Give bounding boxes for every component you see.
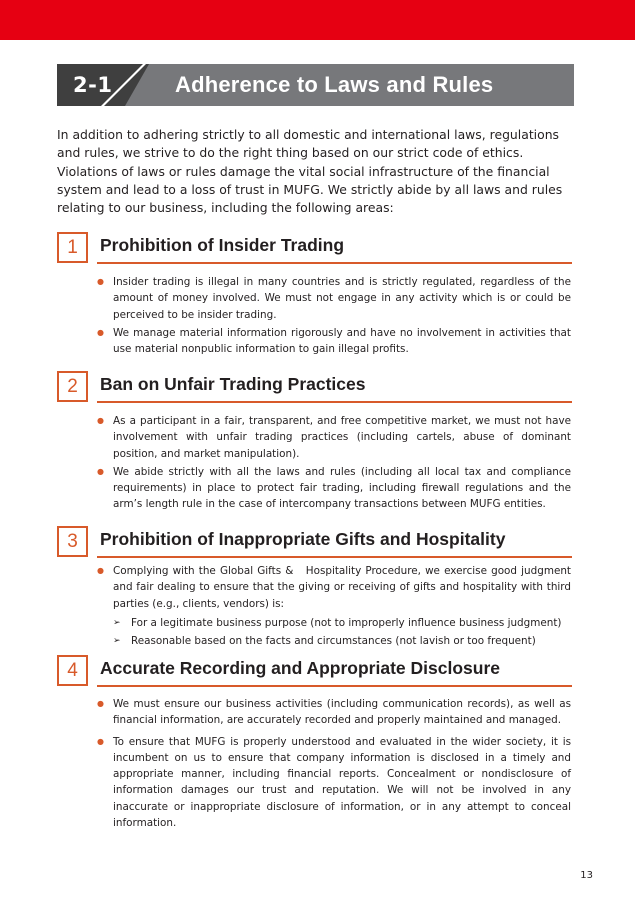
item-number: 1 [57, 232, 88, 263]
item-number: 2 [57, 371, 88, 402]
item-title: Accurate Recording and Appropriate Disclosure [100, 658, 500, 678]
item-bullets-gifts-hospitality [97, 563, 571, 649]
section-number: 2-1 [73, 73, 113, 97]
item-number: 3 [57, 526, 88, 557]
bullet-point: ● We must ensure our business activities (including communication records), as well as financial information, are accurately recorded and properly maintained and managed. [97, 696, 571, 729]
intro-text [57, 126, 572, 217]
item-title: Prohibition of Insider Trading [100, 235, 345, 255]
top-color-bar [0, 0, 635, 40]
intro-paragraph: Violations of laws or rules damage the vital social infrastructure of the financial system and lead to a loss of trust in MUFG. We strictly abide by all laws and rules relating to our business, including the following areas: [57, 163, 563, 216]
section-banner [57, 64, 574, 106]
bullet-point: ● To ensure that MUFG is properly understood and evaluated in the wider society, it is incumbent on us to ensure that company information is disclosed in a timely and appropriate manner, including financial reports. Concealment or nondisclosure of information damages our trust and reputation. We will not be involved in any inaccurate or inappropriate disclosure of information, or in any attempt to conceal information. [97, 734, 571, 832]
section-title: Adherence to Laws and Rules [175, 72, 494, 97]
intro-paragraph: In addition to adhering strictly to all domestic and international laws, regulations and rules, we strive to do the right thing based on our strict code of ethics. [57, 127, 560, 161]
item-heading-gifts-hospitality [57, 526, 572, 557]
bullet-point: ● We manage material information rigorously and have no involvement in activities that use material nonpublic information to gain illegal profits. [97, 325, 571, 358]
bullet-point: ● Insider trading is illegal in many countries and is strictly regulated, regardless of the amount of money involved. We must not engage in any activity which is or could be perceived to be insider trading. [97, 274, 571, 323]
bullet-point: ● We abide strictly with all the laws and rules (including all local tax and compliance requirements) in place to protect fair trading, including firewall regulations and the arm’s length rule in the case of intercompany transactions between MUFG entities. [97, 464, 571, 513]
item-underline [97, 685, 572, 687]
sub-bullet-point: ➢ For a legitimate business purpose (not to improperly influence business judgment) [97, 615, 571, 631]
bullet-point: ● Complying with the Global Gifts & Hospitality Procedure, we exercise good judgment and fair dealing to ensure that the giving or receiving of gifts and hospitality with third parties (e.g., clients, vendors) is: [97, 563, 571, 612]
item-underline [97, 262, 572, 264]
page-number: 13 [580, 870, 593, 881]
item-heading-insider-trading [57, 232, 572, 263]
sub-bullet-point: ➢ Reasonable based on the facts and circumstances (not lavish or too frequent) [97, 633, 571, 649]
item-title: Ban on Unfair Trading Practices [100, 374, 366, 394]
item-underline [97, 401, 572, 403]
item-bullets-recording-disclosure [97, 696, 571, 831]
item-bullets-insider-trading [97, 274, 571, 357]
item-heading-recording-disclosure [57, 655, 572, 686]
bullet-point: ● As a participant in a fair, transparent, and free competitive market, we must not have involvement with unfair trading practices (including cartels, abuse of dominant position, and market manipulation). [97, 413, 571, 462]
item-title: Prohibition of Inappropriate Gifts and Hospitality [100, 529, 506, 549]
item-number: 4 [57, 655, 88, 686]
item-heading-unfair-trading [57, 371, 572, 402]
item-underline [97, 556, 572, 558]
item-bullets-unfair-trading [97, 413, 571, 513]
